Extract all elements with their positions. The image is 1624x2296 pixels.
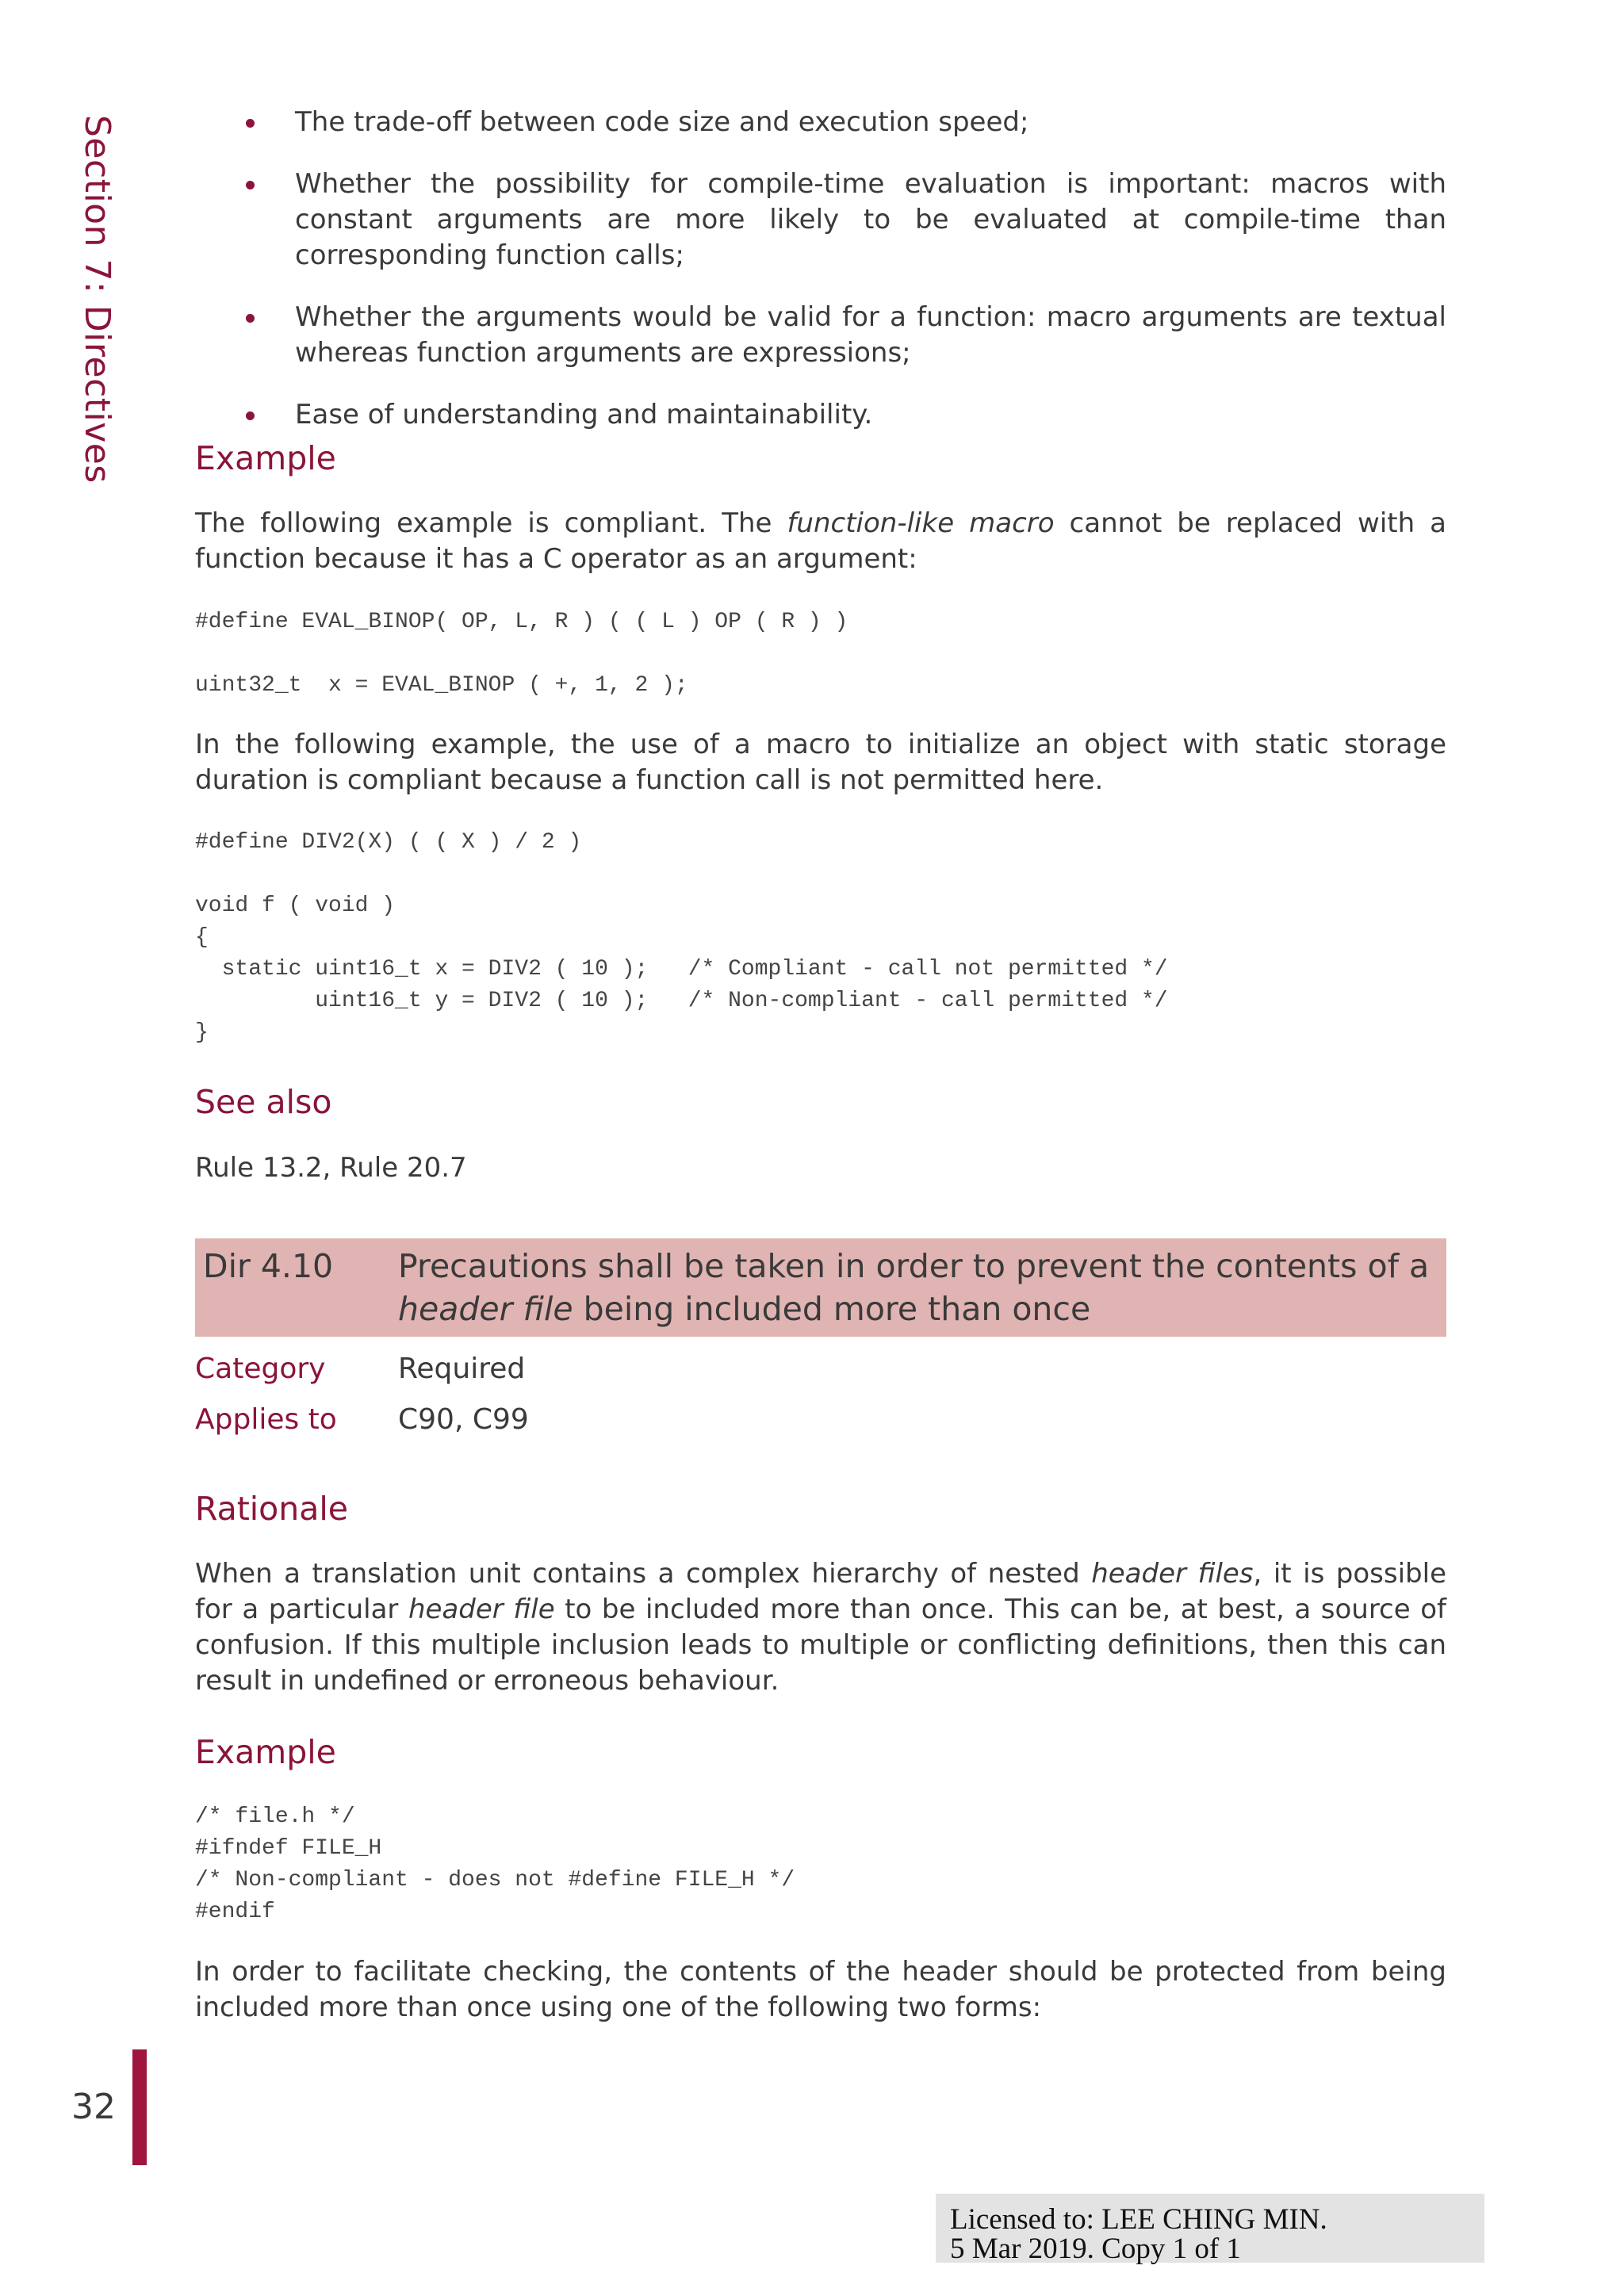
category-label: Category xyxy=(195,1353,326,1385)
example-paragraph: In the following example, the use of a macro to initialize an object with static storage duration is compliant because a function call is not permitted here. xyxy=(195,729,1446,796)
applies-to-label: Applies to xyxy=(195,1403,337,1436)
list-item: Ease of understanding and maintainability. xyxy=(195,397,1446,433)
category-value: Required xyxy=(398,1353,526,1385)
example-heading: Example xyxy=(195,439,336,477)
license-line-1: Licensed to: LEE CHING MIN. xyxy=(950,2203,1327,2236)
bullet-icon xyxy=(246,181,255,189)
example-paragraph-2: In order to facilitate checking, the contents of the header should be protected from being included more than once using one of the following two forms: xyxy=(195,1956,1446,2023)
list-item: Whether the possibility for compile-time evaluation is important: macros with constant arguments are more likely to be evaluated at compile-time than corresponding function calls; xyxy=(195,166,1446,274)
page-marker-bar xyxy=(132,2049,147,2165)
list-item: The trade-off between code size and execution speed; xyxy=(195,105,1446,140)
applies-to-value: C90, C99 xyxy=(398,1403,529,1436)
directive-title: Precautions shall be taken in order to prevent the contents of a header file being included more than once xyxy=(398,1247,1430,1328)
list-item: Whether the arguments would be valid for a function: macro arguments are textual whereas function arguments are expressions; xyxy=(195,300,1446,371)
example-intro: The following example is compliant. The function-like macro cannot be replaced with a function because it has a C operator as an argument: xyxy=(195,507,1446,575)
bullet-icon xyxy=(246,411,255,420)
bullet-icon xyxy=(246,314,255,323)
section-side-label: Section 7: Directives xyxy=(77,115,117,484)
code-block: #define DIV2(X) ( ( X ) / 2 ) xyxy=(195,830,582,855)
rationale-heading: Rationale xyxy=(195,1490,348,1528)
code-block: /* file.h */ #ifndef FILE_H /* Non-compliant - does not #define FILE_H */ #endif xyxy=(195,1804,795,1924)
bullet-list xyxy=(195,105,1446,459)
rationale-text: When a translation unit contains a complex hierarchy of nested header files, it is possible for a particular header file to be included more than once. This can be, at best, a source of confusion. If this multiple inclusion leads to multiple or conflicting definitions, then this can result in undefined or erroneous behaviour. xyxy=(195,1558,1447,1697)
directive-number: Dir 4.10 xyxy=(203,1247,334,1285)
code-block: uint32_t x = EVAL_BINOP ( +, 1, 2 ); xyxy=(195,673,688,698)
code-block: void f ( void ) { static uint16_t x = DIV2 ( 10 ); /* Compliant - call not permitted */ uint16_t y = DIV2 ( 10 ); /* Non-compliant - call permitted */ } xyxy=(195,894,1168,1045)
directive-header xyxy=(195,1238,1446,1337)
page-number: 32 xyxy=(71,2087,116,2127)
see-also-text: Rule 13.2, Rule 20.7 xyxy=(195,1152,467,1184)
see-also-heading: See also xyxy=(195,1083,332,1121)
license-stamp xyxy=(936,2194,1484,2263)
bullet-icon xyxy=(246,119,255,128)
license-line-2: 5 Mar 2019. Copy 1 of 1 xyxy=(950,2233,1241,2265)
example-heading-2: Example xyxy=(195,1733,336,1771)
code-block: #define EVAL_BINOP( OP, L, R ) ( ( L ) OP ( R ) ) xyxy=(195,610,848,634)
